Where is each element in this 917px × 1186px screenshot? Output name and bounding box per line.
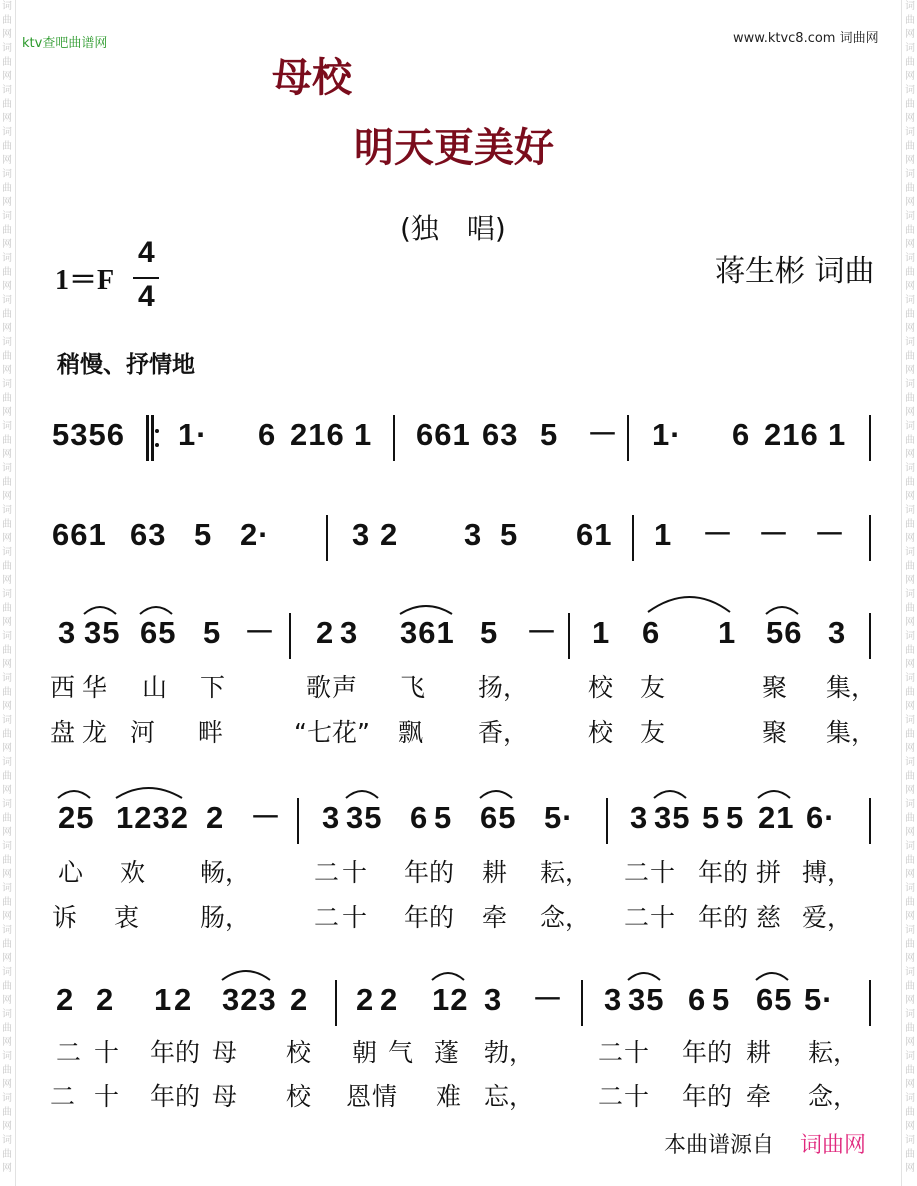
- note-group: 6: [258, 417, 277, 452]
- side-watermark-left: 词 曲 网 词 曲 网 词 曲 网 词 曲 网 词 曲 网 词 曲 网 词 曲 网 词 曲 网 词 曲 网 词 曲 网 词 曲 网 词 曲 网 词 曲 网 词 曲 网 词 曲 网 词 曲 网 词 曲 网 词 曲 网 词 曲 网 词 曲 网 词 曲 网 词 曲 网 词 曲 网 词 曲 网 词 曲 网 词 曲 网 词 曲 网 词 曲 网: [2, 1, 12, 1174]
- slur: [766, 607, 798, 614]
- note-group: 2·: [240, 517, 270, 552]
- composer: 蒋生彬 词曲: [715, 254, 875, 289]
- note-group: 35: [654, 800, 691, 835]
- note-group: 3: [630, 800, 649, 835]
- note-group: 3: [464, 517, 483, 552]
- key-signature: 1＝F: [55, 265, 115, 296]
- note-group: 56: [766, 615, 803, 650]
- tempo-marking: 稍慢、抒情地: [57, 352, 195, 378]
- note-group: 3: [352, 517, 371, 552]
- time-signature-top: 4: [138, 236, 155, 269]
- note-group: 5: [480, 615, 499, 650]
- slur: [222, 971, 270, 980]
- note-group: 63: [482, 417, 519, 452]
- note-group: 1: [828, 417, 847, 452]
- note-group: 65: [140, 615, 177, 650]
- slur: [480, 791, 512, 798]
- note-group: 361: [400, 615, 455, 650]
- slur: [400, 606, 452, 614]
- note-group: 1·: [652, 417, 682, 452]
- note-group: 3: [828, 615, 847, 650]
- note-group: 5: [194, 517, 213, 552]
- header-right-text[interactable]: www.ktvc8.com 词曲网: [733, 31, 879, 46]
- note-group: 2: [380, 982, 399, 1017]
- note-group: 35: [84, 615, 121, 650]
- slur: [756, 973, 788, 980]
- note-group: 2: [290, 982, 309, 1017]
- note-group: 6: [732, 417, 751, 452]
- time-signature-bottom: 4: [138, 280, 155, 313]
- slur: [758, 791, 790, 798]
- note-group: 63: [130, 517, 167, 552]
- note-group: －: [587, 417, 619, 452]
- note-group: －: [526, 615, 558, 650]
- side-watermark-right: 词 曲 网 词 曲 网 词 曲 网 词 曲 网 词 曲 网 词 曲 网 词 曲 网 词 曲 网 词 曲 网 词 曲 网 词 曲 网 词 曲 网 词 曲 网 词 曲 网 词 曲 网 词 曲 网 词 曲 网 词 曲 网 词 曲 网 词 曲 网 词 曲 网 词 曲 网 词 曲 网 词 曲 网 词 曲 网 词 曲 网 词 曲 网 词 曲 网: [905, 1, 915, 1174]
- note-group: 3: [58, 615, 77, 650]
- source-label: 本曲谱源自: [664, 1133, 775, 1158]
- title-line1: 母校: [272, 54, 352, 101]
- header-left-text[interactable]: ktv查吧曲谱网: [22, 36, 108, 51]
- note-group: 61: [576, 517, 613, 552]
- note-group: 3: [322, 800, 341, 835]
- note-group: 5: [726, 800, 745, 835]
- note-group: －: [758, 517, 790, 552]
- note-group: －: [532, 982, 564, 1017]
- slur: [140, 607, 172, 614]
- note-group: 1: [592, 615, 611, 650]
- note-group: 25: [58, 800, 95, 835]
- note-group: 5: [434, 800, 453, 835]
- note-group: 1: [654, 517, 673, 552]
- note-group: 661: [52, 517, 107, 552]
- note-group: 5·: [804, 982, 834, 1017]
- note-group: 2: [96, 982, 115, 1017]
- note-group: 2: [380, 517, 399, 552]
- note-group: 5: [540, 417, 559, 452]
- note-group: 1: [718, 615, 737, 650]
- source-link[interactable]: 词曲网: [800, 1133, 867, 1158]
- note-group: 1: [154, 982, 173, 1017]
- note-group: 6: [642, 615, 661, 650]
- note-group: 2: [356, 982, 375, 1017]
- note-group: 2: [174, 982, 193, 1017]
- slur: [58, 791, 90, 798]
- note-group: 5: [500, 517, 519, 552]
- title-line2: 明天更美好: [354, 124, 554, 171]
- note-group: 5: [712, 982, 731, 1017]
- note-group: 6: [688, 982, 707, 1017]
- note-group: 661: [416, 417, 471, 452]
- slur: [116, 788, 182, 798]
- subtitle: (独 唱): [400, 212, 506, 245]
- note-group: 6: [410, 800, 429, 835]
- note-group: －: [814, 517, 846, 552]
- note-group: 65: [480, 800, 517, 835]
- note-group: 6·: [806, 800, 836, 835]
- note-group: 2: [206, 800, 225, 835]
- slur: [648, 597, 730, 612]
- note-group: 3: [484, 982, 503, 1017]
- note-group: 35: [628, 982, 665, 1017]
- slur: [628, 973, 660, 980]
- slur: [432, 973, 464, 980]
- note-group: －: [702, 517, 734, 552]
- note-group: 65: [756, 982, 793, 1017]
- note-group: 5·: [544, 800, 574, 835]
- note-group: －: [250, 800, 282, 835]
- note-group: 3: [604, 982, 623, 1017]
- note-group: 2: [316, 615, 335, 650]
- slur: [346, 791, 378, 798]
- note-group: 323: [222, 982, 277, 1017]
- note-group: 3: [340, 615, 359, 650]
- note-group: 1232: [116, 800, 189, 835]
- slur: [84, 607, 116, 614]
- note-group: －: [244, 615, 276, 650]
- note-group: 1·: [178, 417, 208, 452]
- note-group: 5: [203, 615, 222, 650]
- note-group: 5: [702, 800, 721, 835]
- note-group: 5356: [52, 417, 125, 452]
- note-group: 2: [56, 982, 75, 1017]
- note-group: 35: [346, 800, 383, 835]
- note-group: 216: [764, 417, 819, 452]
- note-group: 12: [432, 982, 469, 1017]
- note-group: 216: [290, 417, 345, 452]
- note-group: 21: [758, 800, 795, 835]
- note-group: 1: [354, 417, 373, 452]
- slur: [654, 791, 686, 798]
